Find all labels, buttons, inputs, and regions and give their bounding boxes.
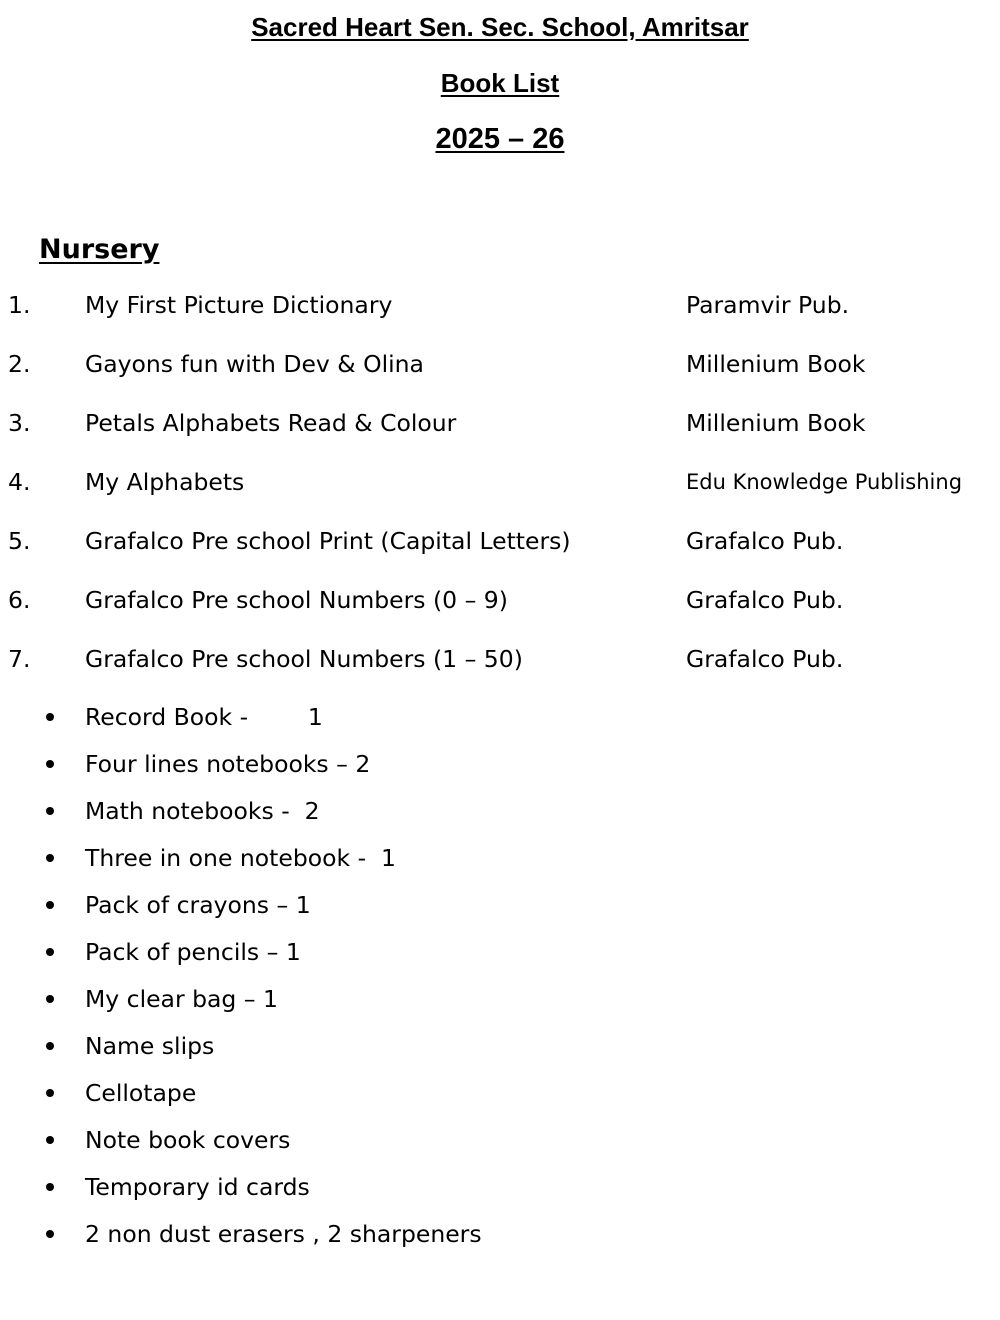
supply-item [0,1077,1000,1124]
bullet-icon [46,713,54,721]
supply-item [0,936,1000,983]
book-title: Gayons fun with Dev & Olina [85,350,424,378]
supply-item [0,983,1000,1030]
book-number: 4. [8,468,31,496]
bullet-icon [46,854,54,862]
bullet-icon [46,1042,54,1050]
book-number: 6. [8,586,31,614]
book-number: 7. [8,645,31,673]
supply-item [0,795,1000,842]
bullet-icon [46,807,54,815]
book-publisher: Grafalco Pub. [686,645,844,673]
book-number: 3. [8,409,31,437]
book-publisher: Millenium Book [686,409,866,437]
book-publisher: Edu Knowledge Publishing [686,470,963,494]
supply-text: Record Book - 1 [85,703,323,731]
book-number: 5. [8,527,31,555]
book-title: Grafalco Pre school Numbers (0 – 9) [85,586,508,614]
book-row [0,348,1000,407]
supply-item [0,1030,1000,1077]
book-number: 1. [8,291,31,319]
supply-text: Three in one notebook - 1 [85,844,396,872]
book-number: 2. [8,350,31,378]
book-publisher: Grafalco Pub. [686,586,844,614]
book-row [0,289,1000,348]
book-row [0,466,1000,525]
book-list-title: Book List [440,68,560,98]
book-publisher: Grafalco Pub. [686,527,844,555]
book-row [0,643,1000,702]
supply-text: Cellotape [85,1079,197,1107]
book-row [0,584,1000,643]
book-title: Grafalco Pre school Numbers (1 – 50) [85,645,523,673]
book-publisher: Paramvir Pub. [686,291,850,319]
bullet-icon [46,995,54,1003]
bullet-icon [46,901,54,909]
supply-text: 2 non dust erasers , 2 sharpeners [85,1220,482,1248]
supply-item [0,1218,1000,1265]
book-title: Petals Alphabets Read & Colour [85,409,457,437]
supply-item [0,889,1000,936]
school-name: Sacred Heart Sen. Sec. School, Amritsar [251,12,749,42]
supply-text: Pack of pencils – 1 [85,938,301,966]
bullet-icon [46,1089,54,1097]
supply-text: Temporary id cards [85,1173,310,1201]
supply-item [0,1171,1000,1218]
book-title: Grafalco Pre school Print (Capital Letters) [85,527,571,555]
supply-text: My clear bag – 1 [85,985,278,1013]
supply-text: Pack of crayons – 1 [85,891,311,919]
book-row [0,407,1000,466]
supply-text: Math notebooks - 2 [85,797,320,825]
book-row [0,525,1000,584]
bullet-icon [46,1183,54,1191]
supply-text: Name slips [85,1032,215,1060]
supplies-list [0,701,1000,1265]
supply-item [0,842,1000,889]
supply-item [0,1124,1000,1171]
supply-text: Four lines notebooks – 2 [85,750,371,778]
bullet-icon [46,1136,54,1144]
session-year: 2025 – 26 [435,123,565,155]
book-publisher: Millenium Book [686,350,866,378]
bullet-icon [46,1230,54,1238]
supply-text: Note book covers [85,1126,291,1154]
supply-item [0,748,1000,795]
book-title: My First Picture Dictionary [85,291,393,319]
class-heading-nursery: Nursery [39,234,160,265]
bullet-icon [46,948,54,956]
book-title: My Alphabets [85,468,245,496]
supply-item [0,701,1000,748]
book-list [0,289,1000,702]
bullet-icon [46,760,54,768]
